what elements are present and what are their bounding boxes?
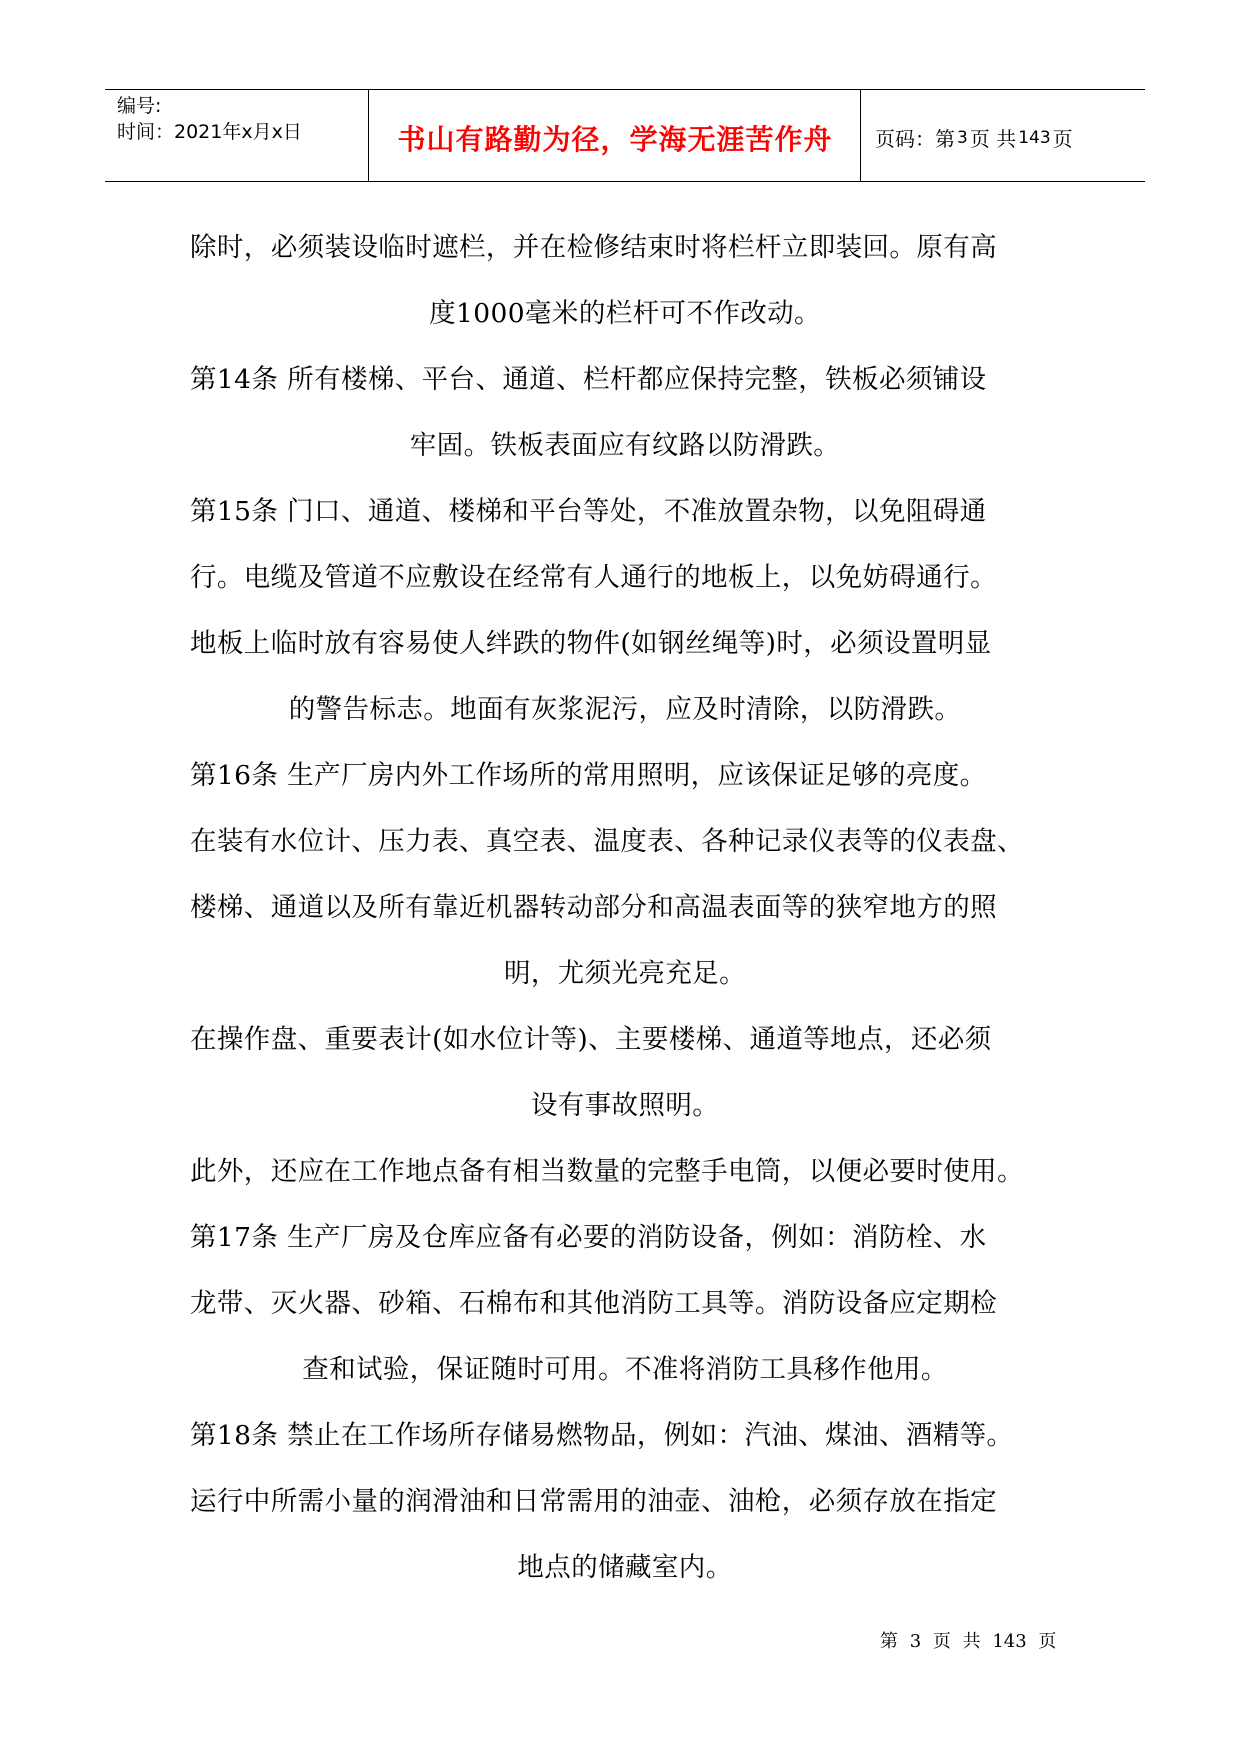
body-text-line: 度1000毫米的栏杆可不作改动。	[429, 298, 821, 329]
body-text-line: 除时，必须装设临时遮栏，并在检修结束时将栏杆立即装回。原有高	[190, 232, 997, 263]
body-text-line: 第16条 生产厂房内外工作场所的常用照明，应该保证足够的亮度。	[190, 760, 987, 791]
document-number-label: 编号:	[117, 95, 162, 117]
body-text-line: 运行中所需小量的润滑油和日常需用的油壶、油枪，必须存放在指定	[190, 1486, 997, 1517]
body-text-line: 第14条 所有楼梯、平台、通道、栏杆都应保持完整，铁板必须铺设	[190, 364, 987, 395]
body-text-line: 地板上临时放有容易使人绊跌的物件(如钢丝绳等)时，必须设置明显	[190, 628, 992, 659]
body-text-line: 楼梯、通道以及所有靠近机器转动部分和高温表面等的狭窄地方的照	[190, 892, 997, 923]
body-text-line: 查和试验，保证随时可用。不准将消防工具移作他用。	[302, 1354, 948, 1385]
body-text-line: 第18条 禁止在工作场所存储易燃物品，例如：汽油、煤油、酒精等。	[190, 1420, 1014, 1451]
body-text-line: 第17条 生产厂房及仓库应备有必要的消防设备，例如：消防栓、水	[190, 1222, 987, 1253]
body-text-line: 设有事故照明。	[530, 1090, 720, 1121]
body-text-line: 在操作盘、重要表计(如水位计等)、主要楼梯、通道等地点，还必须	[190, 1024, 992, 1055]
body-text-line: 第15条 门口、通道、楼梯和平台等处，不准放置杂物，以免阻碍通	[190, 496, 987, 527]
body-text-line: 的警告标志。地面有灰浆泥污，应及时清除，以防滑跌。	[288, 694, 962, 725]
page-prefix: 页码：第	[875, 127, 955, 151]
body-text-line: 行。电缆及管道不应敷设在经常有人通行的地板上，以免妨碍通行。	[190, 562, 997, 593]
header-page-indicator	[875, 90, 1073, 181]
body-text-line: 牢固。铁板表面应有纹路以防滑跌。	[409, 430, 841, 461]
header-divider	[860, 90, 861, 181]
header-divider	[368, 90, 369, 181]
page-footer: 第 3 页 共 143 页	[880, 1631, 1057, 1652]
page-current: 3	[957, 127, 968, 148]
body-text-line: 地点的储藏室内。	[517, 1552, 733, 1583]
body-text-line: 在装有水位计、压力表、真空表、温度表、各种记录仪表等的仪表盘、	[190, 826, 1024, 857]
page-middle: 页 共	[969, 127, 1017, 151]
page-header	[105, 89, 1145, 182]
page-total: 143	[1018, 127, 1051, 148]
document-date: 时间：2021年x月x日	[117, 121, 302, 143]
body-text-line: 明，尤须光亮充足。	[503, 958, 747, 989]
body-text-line: 此外，还应在工作地点备有相当数量的完整手电筒，以便必要时使用。	[190, 1156, 1024, 1187]
body-text-line: 龙带、灭火器、砂箱、石棉布和其他消防工具等。消防设备应定期检	[190, 1288, 997, 1319]
header-motto: 书山有路勤为径，学海无涯苦作舟	[397, 122, 833, 156]
document-body	[190, 215, 1060, 1601]
page-suffix: 页	[1052, 127, 1073, 151]
